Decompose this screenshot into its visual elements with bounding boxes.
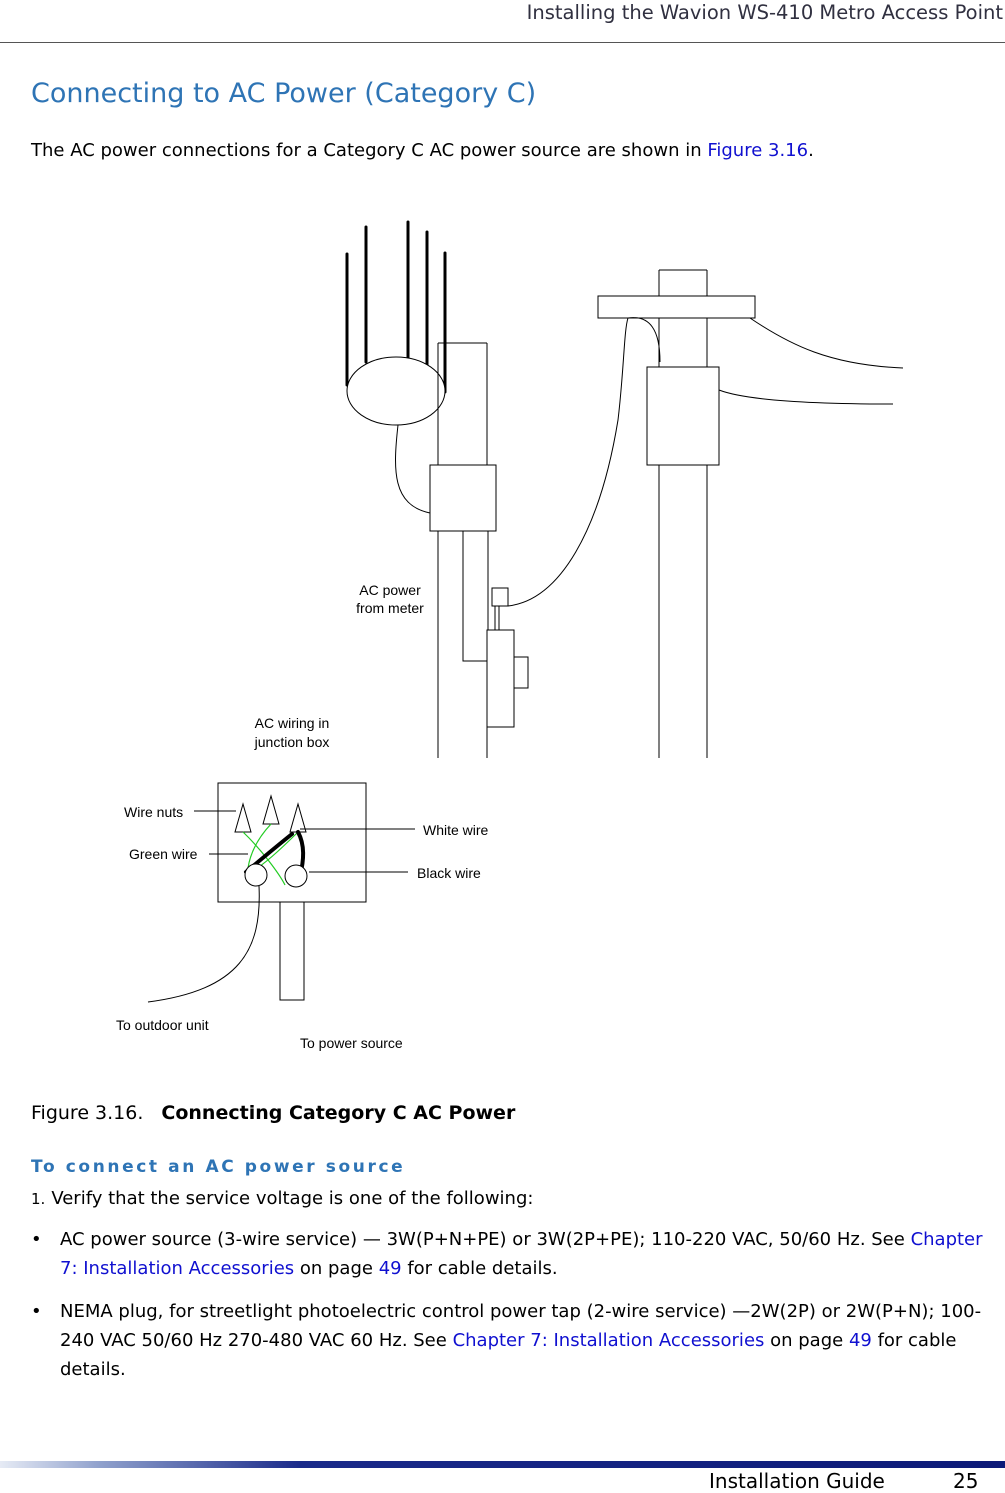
figure-caption [31,1102,515,1124]
terminal-left [245,864,267,886]
overhead-wire-1 [750,318,903,368]
right-pole [659,270,707,758]
page-number: 25 [953,1469,979,1493]
bullet-text-part: on page [294,1258,379,1279]
caption-title: Connecting Category C AC Power [161,1102,516,1124]
chapter-link[interactable]: Chapter 7: Installation Accessories [60,1229,983,1279]
bullet-text-part: for cable details. [60,1330,957,1380]
step-1 [31,1188,533,1209]
procedure-heading: To connect an AC power source [31,1157,406,1177]
bullet-text [60,1297,986,1384]
bullet-item [31,1297,986,1384]
label-from-meter: from meter [356,600,424,616]
bullet-text-part: on page [764,1330,849,1351]
bullet-text [60,1225,986,1283]
bullet-text-part: AC power source (3-wire service) — 3W(P+N+PE) or 3W(2P+PE); 110-220 VAC, 50/60 Hz. See [60,1229,911,1250]
outdoor-unit-box [430,465,496,531]
antenna-radome [347,357,445,425]
power-conduit [280,902,304,1000]
bullet-text-part: NEMA plug, for streetlight photoelectric control power tap (2-wire service) —2W(2P) or 2W(P+N); 100-240 VAC 50/60 Hz 270-480 VAC 60 Hz. See [60,1301,982,1351]
transformer-box [647,367,719,465]
label-green-wire: Green wire [129,846,198,862]
chapter-link[interactable]: Chapter 7: Installation Accessories [452,1330,765,1351]
header-rule [0,42,1005,43]
page-link[interactable]: 49 [378,1258,402,1279]
label-ac-power: AC power [359,582,421,598]
label-black-wire: Black wire [417,865,481,881]
label-to-power-source: To power source [300,1035,403,1051]
meter-tab [514,657,528,688]
terminal-right [285,865,307,887]
crossarm-drop [628,318,660,362]
page-link[interactable]: 49 [848,1330,872,1351]
intro-period: . [808,140,814,161]
bullet-text-part: for cable details. [401,1258,558,1279]
label-wire-nuts: Wire nuts [124,804,184,820]
intro-text: The AC power connections for a Category C AC power source are shown in [31,140,708,161]
figure-ac-power-diagram [0,200,1005,1060]
intro-paragraph [31,140,814,161]
bullet-item [31,1225,986,1283]
step-number: 1. [31,1190,46,1208]
figure-link[interactable]: Figure 3.16 [707,140,809,161]
power-cable [508,318,628,606]
bullet-dot: • [31,1229,42,1250]
running-header: Installing the Wavion WS-410 Metro Access Point [526,1,1003,24]
antenna-cable [396,425,430,513]
crossarm [598,296,755,318]
bullet-dot: • [31,1301,42,1322]
footer-label: Installation Guide [709,1469,885,1493]
label-ac-wiring: AC wiring in [254,715,330,731]
caption-number: Figure 3.16. [31,1102,144,1124]
section-heading: Connecting to AC Power (Category C) [31,78,537,109]
step-text: Verify that the service voltage is one of the following: [51,1188,534,1209]
overhead-wire-2 [719,390,893,404]
label-to-outdoor-unit: To outdoor unit [116,1017,209,1033]
outdoor-unit-cable [148,886,259,1002]
footer-bar [0,1461,1005,1468]
conduit [463,531,488,661]
label-white-wire: White wire [423,822,489,838]
meter-connector [492,588,508,606]
wiring-diagram [0,200,1005,1060]
meter-box [487,630,514,727]
label-junction-box: junction box [254,734,330,750]
